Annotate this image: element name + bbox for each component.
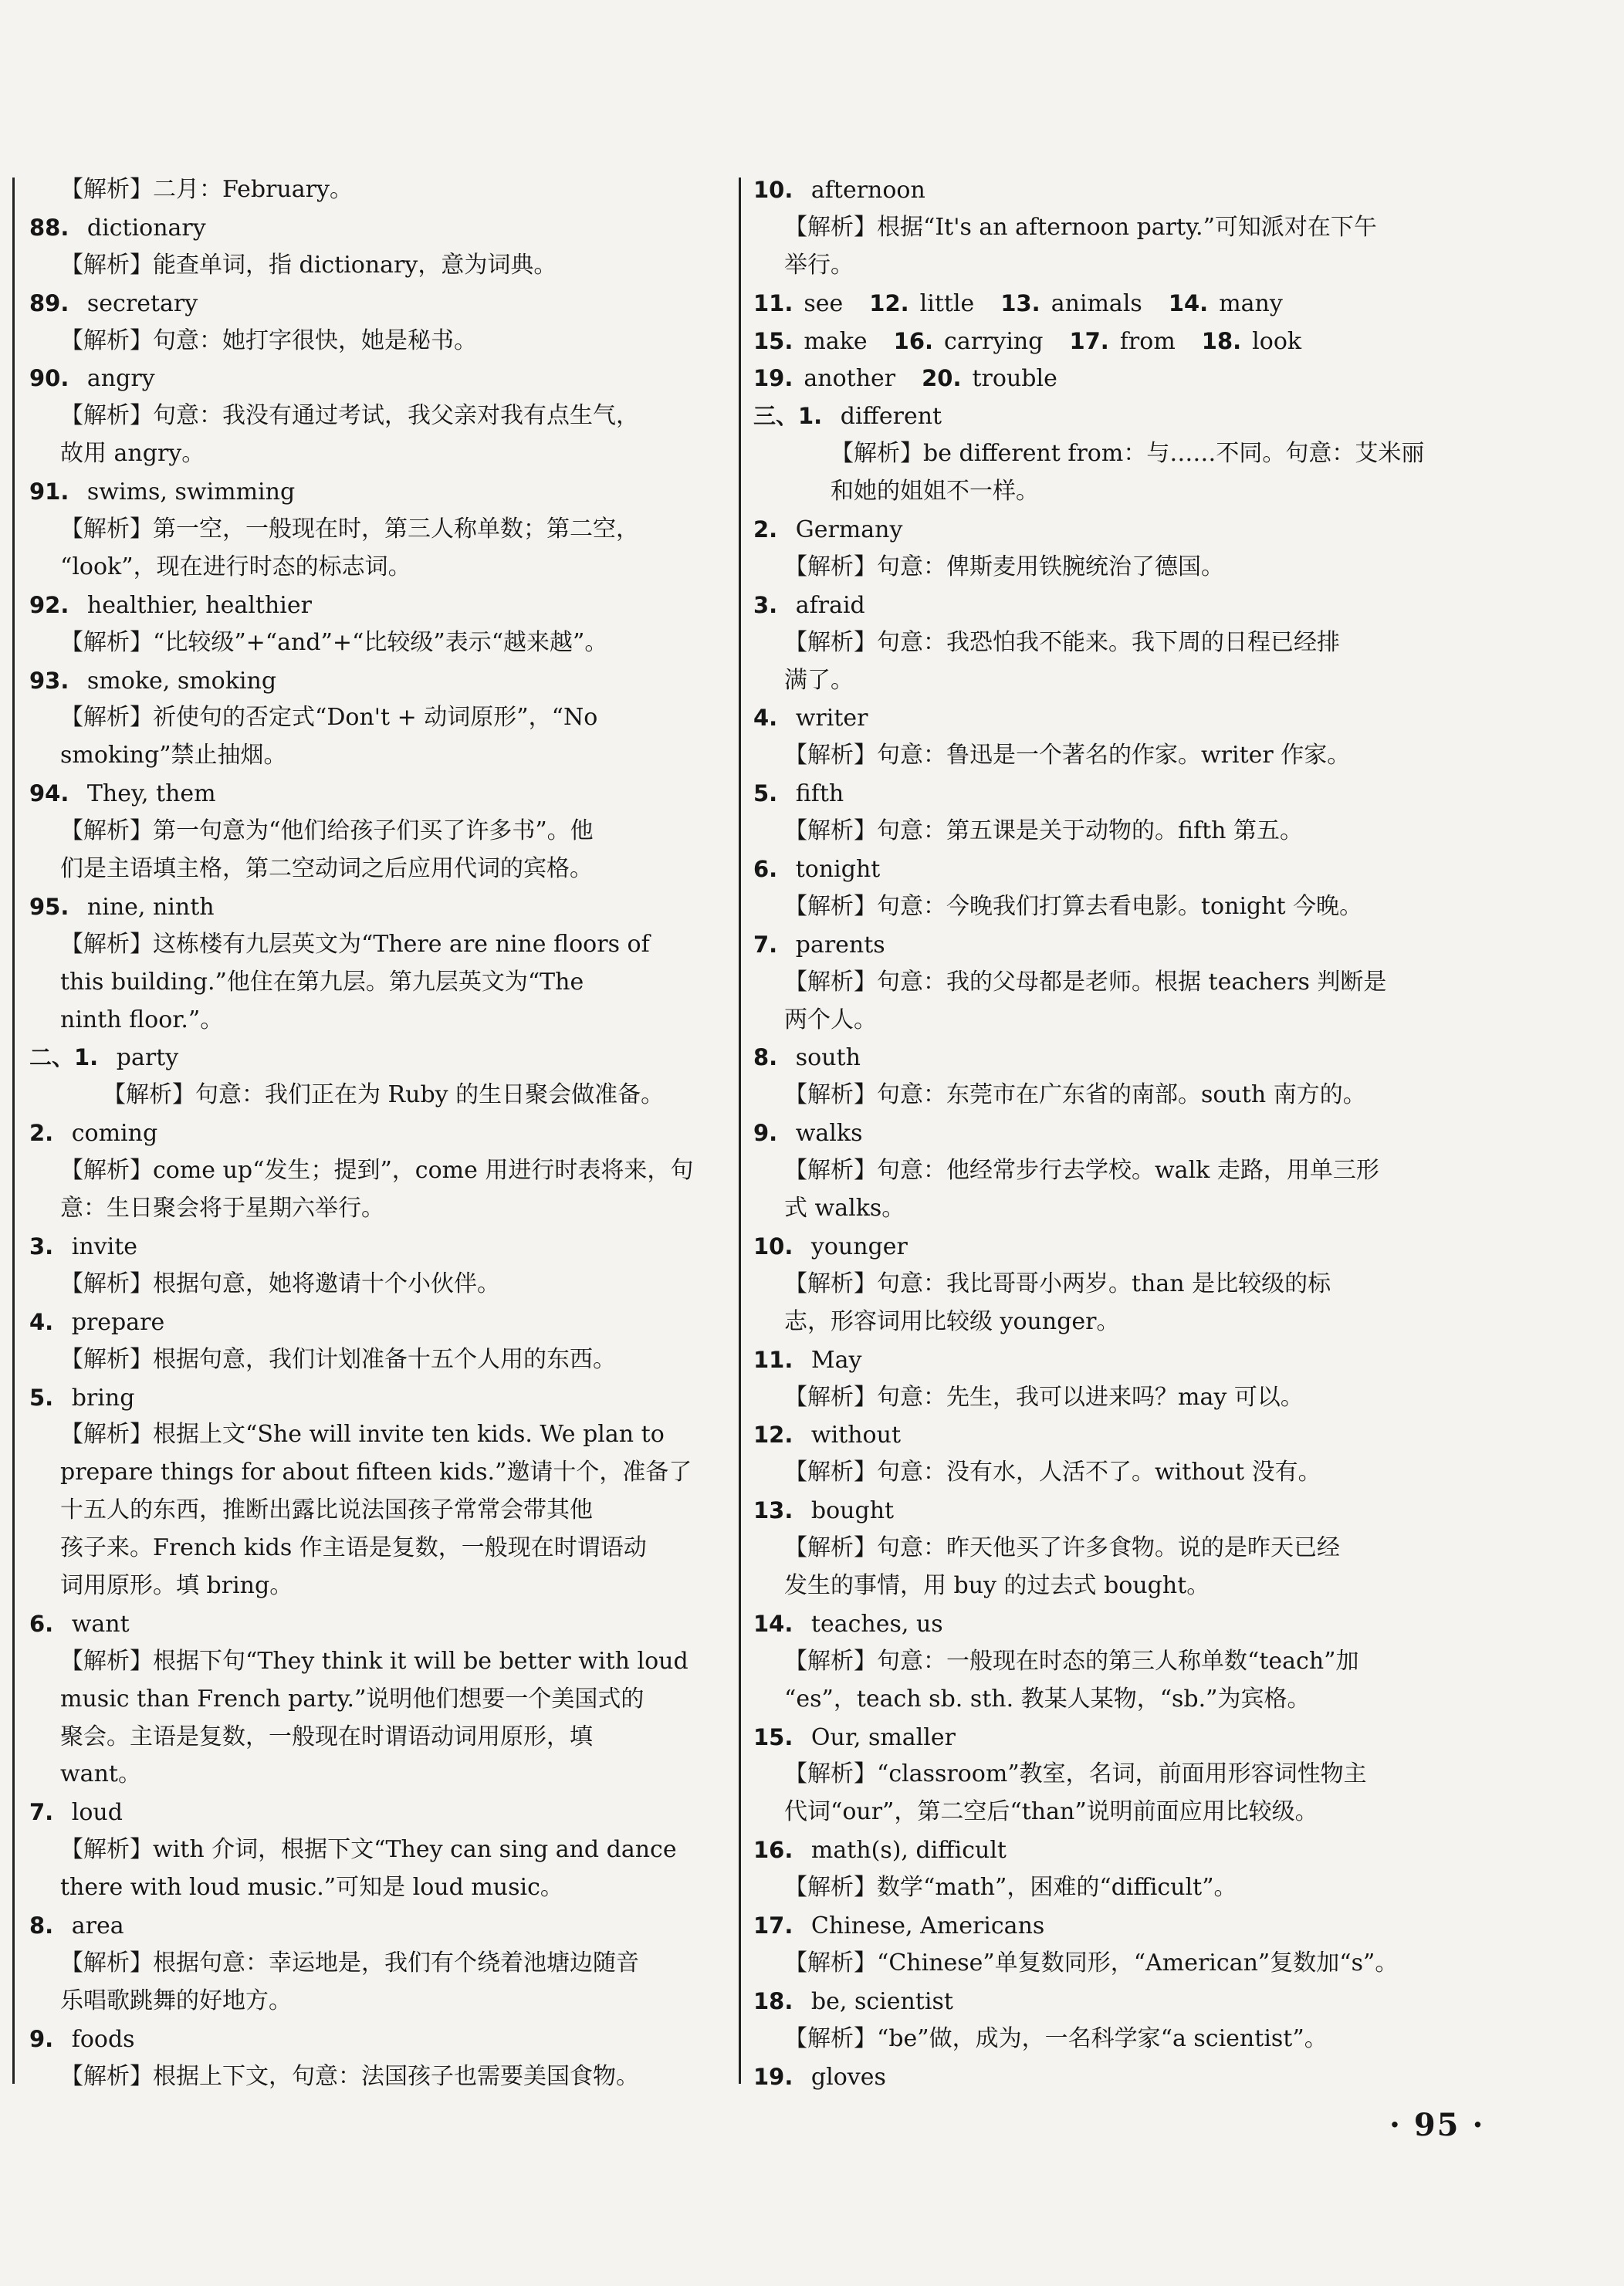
question-number: 9. (753, 1120, 778, 1147)
answer-line (29, 285, 730, 323)
question-number: 93. (29, 667, 69, 694)
answer-text: angry (80, 365, 155, 393)
explanation-continuation: 两个人。 (784, 1006, 877, 1033)
question-number: 5. (753, 780, 778, 807)
answer-text: little (919, 289, 975, 317)
question-number: 15. (753, 327, 793, 354)
question-number: 19. (753, 2063, 793, 2090)
answer-text: prepare (64, 1308, 165, 1336)
answer-line (753, 1492, 1471, 1530)
answer-line (29, 473, 730, 511)
explanation-continuation: 意：生日聚会将于星期六举行。 (60, 1195, 384, 1222)
answer-text: tonight (788, 856, 881, 884)
answer-text: see (804, 289, 844, 317)
question-number: 7. (29, 1799, 54, 1826)
page-number: · 95 · (1389, 2107, 1485, 2143)
explanation-line: 【解析】句意：没有水，人活不了。without 没有。 (784, 1459, 1321, 1486)
question-number: 12. (869, 289, 909, 316)
answer-text: math(s), difficult (804, 1837, 1007, 1865)
explanation-continuation: 故用 angry。 (60, 440, 205, 468)
answer-line (753, 1831, 1471, 1869)
question-number: 16. (893, 327, 934, 354)
answer-text: party (109, 1044, 179, 1072)
answer-text: May (804, 1346, 862, 1374)
question-number: 9. (29, 2025, 54, 2052)
explanation-continuation: 孩子来。French kids 作主语是复数，一般现在时谓语动 (60, 1534, 647, 1562)
question-number: 18. (1201, 327, 1242, 354)
question-number: 19. (753, 365, 793, 392)
explanation-continuation: prepare things for about fifteen kids.”邀请十个，准备了 (60, 1459, 692, 1486)
answer-text: parents (788, 931, 885, 959)
question-number: 91. (29, 479, 69, 506)
question-number: 88. (29, 214, 69, 241)
explanation-line: 【解析】句意：我们正在为 Ruby 的生日聚会做准备。 (103, 1081, 665, 1109)
column-divider (739, 178, 741, 2084)
explanation-continuation: “look”，现在进行时态的标志词。 (60, 553, 411, 580)
question-number: 15. (753, 1723, 793, 1750)
answer-text: smoke, smoking (80, 667, 277, 695)
answer-text: make (804, 327, 868, 355)
answer-text: want (64, 1610, 130, 1638)
explanation-line: 【解析】句意：我恐怕我不能来。我下周的日程已经排 (784, 628, 1340, 656)
explanation-line: 【解析】二月：February。 (60, 176, 353, 203)
answer-text: They, them (80, 780, 216, 808)
answer-line (753, 850, 1471, 888)
answer-line-multi (753, 323, 1471, 360)
explanation-continuation: 聚会。主语是复数，一般现在时谓语动词用原形，填 (60, 1723, 593, 1750)
answer-line (29, 1379, 730, 1417)
answer-line (29, 360, 730, 397)
answer-text: area (64, 1912, 124, 1939)
explanation-line: 【解析】句意：昨天他买了许多食物。说的是昨天已经 (784, 1534, 1340, 1562)
explanation-line: 【解析】第一句意为“他们给孩子们买了许多书”。他 (60, 817, 594, 845)
explanation-continuation: 举行。 (784, 251, 854, 279)
explanation-line: 【解析】come up“发生；提到”，come 用进行时表将来，句 (60, 1157, 694, 1185)
explanation-continuation: 十五人的东西，推断出露比说法国孩子常常会带其他 (60, 1496, 593, 1524)
question-number: 14. (1168, 289, 1209, 316)
question-number: 二、1. (29, 1044, 99, 1071)
explanation-continuation: there with loud music.”可知是 loud music。 (60, 1874, 563, 1902)
answer-line (753, 1114, 1471, 1152)
explanation-line: 【解析】“Chinese”单复数同形，“American”复数加“s”。 (784, 1949, 1399, 1977)
answer-text: bought (804, 1497, 895, 1525)
explanation-line: 【解析】句意：我比哥哥小两岁。than 是比较级的标 (784, 1270, 1331, 1297)
answer-text: gloves (804, 2063, 886, 2091)
answer-line (29, 888, 730, 926)
question-number: 2. (29, 1120, 54, 1147)
answer-line (753, 775, 1471, 813)
explanation-line: 【解析】这栋楼有九层英文为“There are nine floors of (60, 930, 650, 958)
question-number: 8. (29, 1912, 54, 1939)
answer-text: from (1119, 327, 1176, 355)
answer-line (29, 1794, 730, 1831)
explanation-line: 【解析】句意：我的父母都是老师。根据 teachers 判断是 (784, 968, 1387, 996)
answer-text: afternoon (804, 177, 925, 204)
explanation-line: 【解析】根据句意，她将邀请十个小伙伴。 (60, 1270, 500, 1297)
answer-line (753, 511, 1471, 549)
question-number: 95. (29, 893, 69, 920)
answer-text: writer (788, 705, 868, 732)
explanation-line: 【解析】句意：俾斯麦用铁腕统治了德国。 (784, 553, 1224, 580)
explanation-continuation: 和她的姐姐不一样。 (831, 478, 1039, 506)
question-number: 2. (753, 516, 778, 543)
question-number: 7. (753, 931, 778, 958)
answer-text: bring (64, 1384, 135, 1412)
answer-text: teaches, us (804, 1610, 943, 1638)
answer-line (753, 1228, 1471, 1266)
explanation-line: 【解析】with 介词，根据下文“They can sing and dance (60, 1836, 677, 1864)
question-number: 4. (753, 705, 778, 732)
answer-text: without (804, 1422, 901, 1449)
explanation-line: 【解析】句意：我没有通过考试，我父亲对我有点生气， (60, 402, 639, 430)
answer-text: Germany (788, 516, 903, 544)
question-number: 12. (753, 1422, 793, 1449)
answer-text: swims, swimming (80, 479, 296, 506)
answer-line (29, 587, 730, 624)
answer-text: many (1219, 289, 1283, 317)
question-number: 6. (29, 1610, 54, 1637)
answer-line (753, 926, 1471, 964)
right-column (753, 171, 1471, 2095)
answer-text: walks (788, 1120, 863, 1148)
answer-line (753, 1719, 1471, 1757)
answer-text: another (804, 365, 896, 393)
explanation-continuation: 代词“our”，第二空后“than”说明前面应用比较级。 (784, 1798, 1318, 1826)
explanation-continuation: smoking”禁止抽烟。 (60, 742, 287, 769)
explanation-line: 【解析】根据句意：幸运地是，我们有个绕着池塘边随音 (60, 1949, 639, 1977)
explanation-line: 【解析】“classroom”教室，名词，前面用形容词性物主 (784, 1760, 1367, 1788)
answer-line (29, 1114, 730, 1152)
explanation-line: 【解析】句意：今晚我们打算去看电影。tonight 今晚。 (784, 892, 1363, 920)
question-number: 13. (753, 1497, 793, 1524)
answer-line (753, 587, 1471, 624)
question-number: 13. (1000, 289, 1040, 316)
answer-line (29, 1228, 730, 1266)
answer-line (753, 397, 1471, 435)
explanation-continuation: this building.”他住在第九层。第九层英文为“The (60, 968, 584, 996)
answer-text: animals (1051, 289, 1142, 317)
answer-line-multi (753, 285, 1471, 323)
explanation-line: 【解析】“be”做，成为，一名科学家“a scientist”。 (784, 2024, 1328, 2052)
explanation-line: 【解析】句意：她打字很快，她是秘书。 (60, 326, 477, 354)
answer-text: afraid (788, 591, 865, 619)
explanation-line: 【解析】be different from：与……不同。句意：艾米丽 (831, 440, 1425, 468)
answer-line (753, 1039, 1471, 1077)
answer-text: Chinese, Americans (804, 1912, 1045, 1939)
explanation-line: 【解析】根据句意，我们计划准备十五个人用的东西。 (60, 1345, 616, 1373)
question-number: 3. (29, 1233, 54, 1260)
explanation-line: 【解析】祈使句的否定式“Don't + 动词原形”，“No (60, 704, 598, 732)
answer-line (29, 775, 730, 813)
explanation-line: 【解析】根据上下文，句意：法国孩子也需要美国食物。 (60, 2062, 639, 2090)
answer-line (753, 171, 1471, 209)
explanation-line: 【解析】句意：一般现在时态的第三人称单数“teach”加 (784, 1647, 1359, 1675)
question-number: 16. (753, 1837, 793, 1864)
answer-line (753, 1341, 1471, 1379)
question-number: 4. (29, 1308, 54, 1335)
explanation-continuation: 式 walks。 (784, 1195, 905, 1222)
explanation-continuation: music than French party.”说明他们想要一个美国式的 (60, 1685, 645, 1713)
answer-text: fifth (788, 780, 844, 808)
question-number: 18. (753, 1987, 793, 2014)
answer-text: coming (64, 1120, 158, 1148)
explanation-line: 【解析】根据上文“She will invite ten kids. We plan to (60, 1421, 665, 1449)
left-margin-rule (12, 178, 15, 2084)
explanation-line: 【解析】根据下句“They think it will be better with loud (60, 1647, 689, 1675)
answer-text: healthier, healthier (80, 591, 312, 619)
answer-text: different (833, 403, 942, 431)
question-number: 10. (753, 1233, 793, 1260)
answer-text: trouble (972, 365, 1057, 393)
answer-text: be, scientist (804, 1987, 953, 2015)
answer-text: carrying (944, 327, 1044, 355)
question-number: 89. (29, 289, 69, 316)
answer-line (753, 1416, 1471, 1454)
question-number: 8. (753, 1044, 778, 1071)
answer-text: dictionary (80, 214, 206, 242)
explanation-continuation: 词用原形。填 bring。 (60, 1571, 293, 1599)
question-number: 3. (753, 591, 778, 618)
explanation-continuation: want。 (60, 1760, 141, 1788)
explanation-line: 【解析】根据“It's an afternoon party.”可知派对在下午 (784, 213, 1377, 241)
answer-text: south (788, 1044, 861, 1072)
answer-text: younger (804, 1233, 908, 1260)
answer-line (29, 662, 730, 700)
answer-line (29, 1605, 730, 1643)
answer-text: invite (64, 1233, 138, 1260)
answer-line-multi (753, 360, 1471, 397)
answer-line (29, 209, 730, 247)
answer-text: loud (64, 1799, 123, 1827)
question-number: 6. (753, 856, 778, 883)
explanation-line: 【解析】句意：东莞市在广东省的南部。south 南方的。 (784, 1081, 1366, 1109)
question-number: 92. (29, 591, 69, 618)
question-number: 94. (29, 780, 69, 807)
explanation-line: 【解析】句意：鲁迅是一个著名的作家。writer 作家。 (784, 742, 1351, 769)
answer-line (29, 1039, 730, 1077)
explanation-continuation: 们是主语填主格，第二空动词之后应用代词的宾格。 (60, 855, 593, 883)
answer-text: foods (64, 2025, 135, 2053)
question-number: 17. (1069, 327, 1109, 354)
answer-line (753, 1605, 1471, 1643)
explanation-line: 【解析】能查单词，指 dictionary，意为词典。 (60, 251, 557, 279)
explanation-continuation: 志，形容词用比较级 younger。 (784, 1307, 1120, 1335)
answer-line (753, 2058, 1471, 2096)
question-number: 11. (753, 1346, 793, 1373)
question-number: 11. (753, 289, 793, 316)
explanation-line: 【解析】句意：先生，我可以进来吗？may 可以。 (784, 1383, 1304, 1411)
answer-text: secretary (80, 289, 198, 317)
answer-line (753, 1907, 1471, 1945)
explanation-line: 【解析】第一空，一般现在时，第三人称单数；第二空， (60, 516, 639, 543)
answer-line (753, 699, 1471, 737)
answer-line (29, 2021, 730, 2058)
explanation-continuation: ninth floor.”。 (60, 1006, 224, 1033)
explanation-continuation: 满了。 (784, 666, 854, 694)
answer-text: Our, smaller (804, 1723, 956, 1751)
question-number: 90. (29, 365, 69, 392)
explanation-continuation: 乐唱歌跳舞的好地方。 (60, 1987, 292, 2014)
explanation-line: 【解析】句意：第五课是关于动物的。fifth 第五。 (784, 817, 1304, 845)
answer-line (753, 1983, 1471, 2021)
question-number: 14. (753, 1610, 793, 1637)
left-column (29, 171, 730, 2095)
question-number: 5. (29, 1384, 54, 1411)
explanation-line: 【解析】句意：他经常步行去学校。walk 走路，用单三形 (784, 1157, 1379, 1185)
answer-text: look (1252, 327, 1302, 355)
explanation-continuation: “es”，teach sb. sth. 教某人某物，“sb.”为宾格。 (784, 1685, 1311, 1713)
explanation-line: 【解析】“比较级”+“and”+“比较级”表示“越来越”。 (60, 628, 608, 656)
answer-line (29, 1304, 730, 1341)
explanation-line: 【解析】数学“math”，困难的“difficult”。 (784, 1874, 1237, 1902)
question-number: 20. (922, 365, 962, 392)
explanation-continuation: 发生的事情，用 buy 的过去式 bought。 (784, 1571, 1210, 1599)
answer-line (29, 1907, 730, 1945)
answer-text: nine, ninth (80, 893, 215, 921)
question-number: 17. (753, 1912, 793, 1939)
question-number: 三、1. (753, 403, 823, 430)
question-number: 10. (753, 177, 793, 203)
